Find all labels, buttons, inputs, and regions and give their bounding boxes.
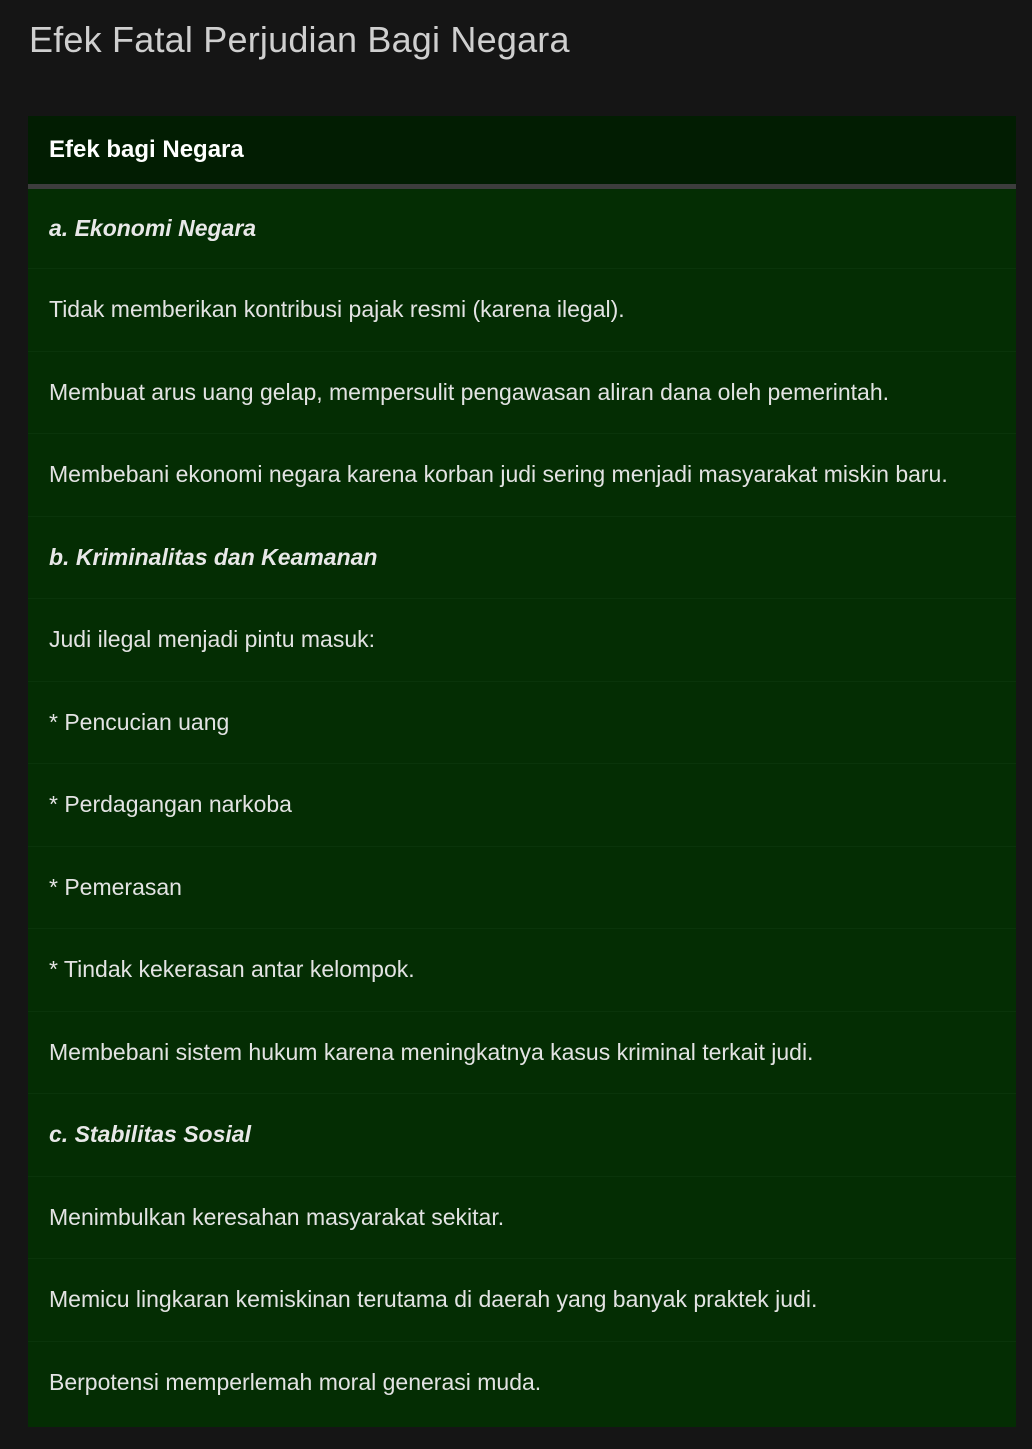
section-heading-kriminalitas: b. Kriminalitas dan Keamanan bbox=[28, 516, 1016, 599]
table-header-row bbox=[28, 116, 1016, 186]
table-cell: * Tindak kekerasan antar kelompok. bbox=[28, 929, 1016, 1012]
table-cell: Memicu lingkaran kemiskinan terutama di daerah yang banyak praktek judi. bbox=[28, 1259, 1016, 1342]
table-row bbox=[28, 1259, 1016, 1342]
table-cell: * Perdagangan narkoba bbox=[28, 764, 1016, 847]
table-row bbox=[28, 846, 1016, 929]
table-row bbox=[28, 929, 1016, 1012]
table-row bbox=[28, 599, 1016, 682]
page-title: Efek Fatal Perjudian Bagi Negara bbox=[29, 19, 570, 60]
table-cell: * Pemerasan bbox=[28, 846, 1016, 929]
table-cell: * Pencucian uang bbox=[28, 681, 1016, 764]
table-row bbox=[28, 1094, 1016, 1177]
table-cell: Membebani ekonomi negara karena korban judi sering menjadi masyarakat miskin baru. bbox=[28, 434, 1016, 517]
table-row bbox=[28, 681, 1016, 764]
table-row bbox=[28, 351, 1016, 434]
table-row bbox=[28, 434, 1016, 517]
effects-table-container bbox=[28, 116, 1016, 1427]
table-cell: Membebani sistem hukum karena meningkatnya kasus kriminal terkait judi. bbox=[28, 1011, 1016, 1094]
section-heading-ekonomi: a. Ekonomi Negara bbox=[28, 186, 1016, 269]
table-row bbox=[28, 1176, 1016, 1259]
table-header: Efek bagi Negara bbox=[28, 116, 1016, 186]
effects-table bbox=[28, 116, 1016, 1424]
table-cell: Menimbulkan keresahan masyarakat sekitar. bbox=[28, 1176, 1016, 1259]
table-row bbox=[28, 516, 1016, 599]
table-row bbox=[28, 269, 1016, 352]
table-row bbox=[28, 186, 1016, 269]
section-heading-stabilitas: c. Stabilitas Sosial bbox=[28, 1094, 1016, 1177]
table-row bbox=[28, 1341, 1016, 1424]
table-cell: Berpotensi memperlemah moral generasi muda. bbox=[49, 1369, 542, 1395]
table-cell: Membuat arus uang gelap, mempersulit pengawasan aliran dana oleh pemerintah. bbox=[28, 351, 1016, 434]
table-row bbox=[28, 764, 1016, 847]
table-row bbox=[28, 1011, 1016, 1094]
table-cell: Judi ilegal menjadi pintu masuk: bbox=[28, 599, 1016, 682]
table-cell: Tidak memberikan kontribusi pajak resmi (karena ilegal). bbox=[28, 269, 1016, 352]
